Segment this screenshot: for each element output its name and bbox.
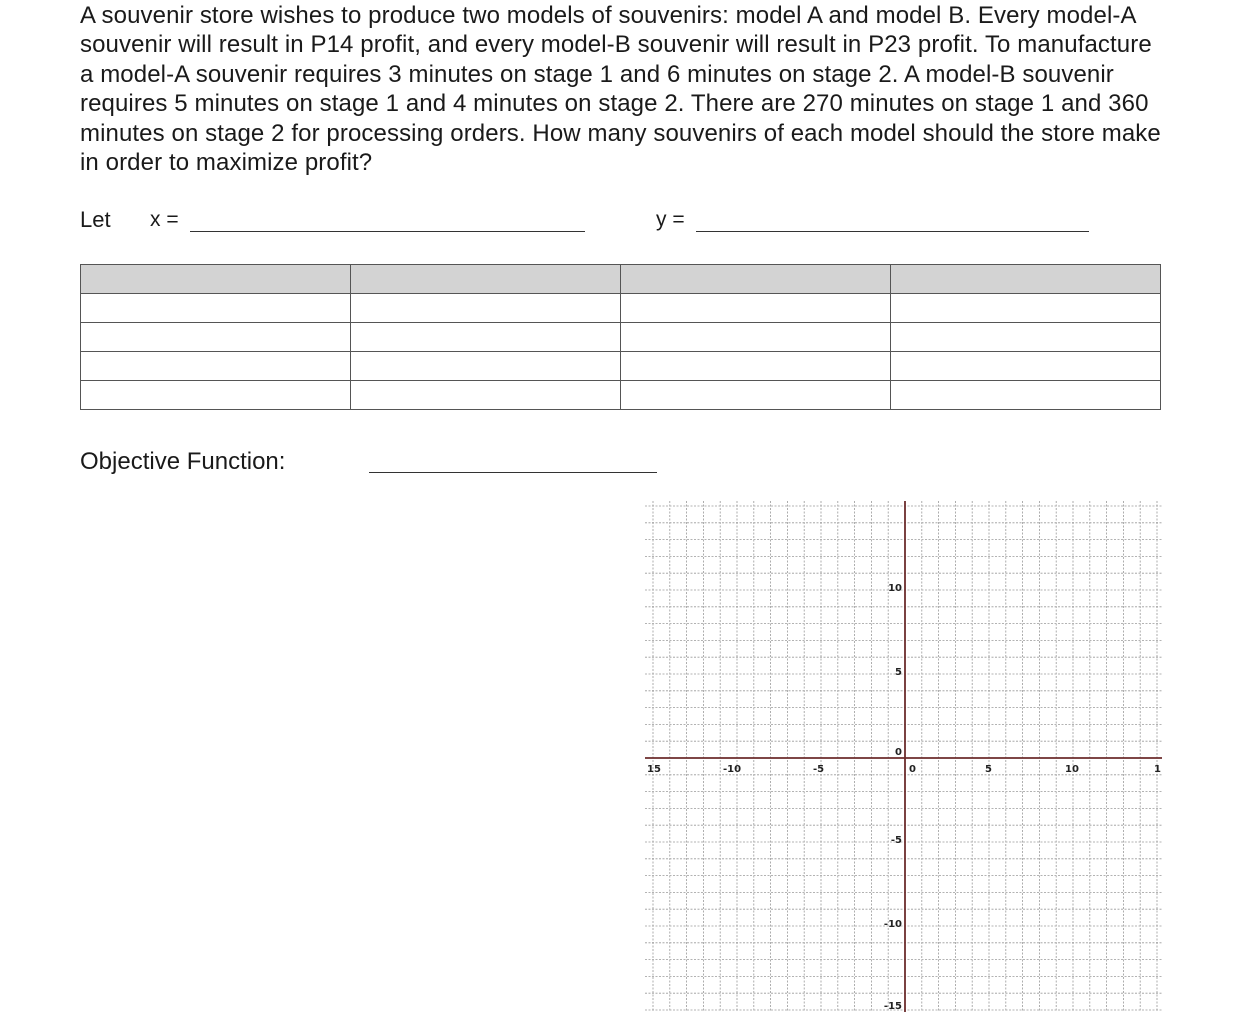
table-cell[interactable]	[351, 323, 621, 352]
x-definition-blank[interactable]	[190, 231, 585, 232]
table-cell[interactable]	[891, 294, 1161, 323]
constraints-table	[80, 264, 1161, 410]
y-tick-label: -5	[890, 835, 902, 846]
table-cell[interactable]	[891, 323, 1161, 352]
x-tick-label: -5	[813, 764, 825, 775]
x-tick-label: 1	[1154, 764, 1161, 775]
table-row	[81, 352, 1161, 381]
variable-definitions	[80, 207, 1090, 237]
let-label: Let	[80, 207, 111, 232]
table-cell[interactable]	[81, 381, 351, 410]
table-cell[interactable]	[891, 381, 1161, 410]
table-header-row	[81, 265, 1161, 294]
x-variable-label: x =	[150, 208, 179, 231]
table-cell[interactable]	[351, 352, 621, 381]
table-cell[interactable]	[351, 294, 621, 323]
y-tick-label: 10	[888, 583, 902, 594]
table-cell[interactable]	[621, 352, 891, 381]
coordinate-grid[interactable]	[645, 501, 1162, 1012]
y-tick-label: -15	[883, 1001, 902, 1012]
y-tick-label: 0	[895, 747, 902, 758]
y-variable-label: y =	[656, 208, 685, 231]
table-row	[81, 294, 1161, 323]
table-header-cell[interactable]	[621, 265, 891, 294]
table-cell[interactable]	[351, 381, 621, 410]
y-tick-label: 5	[895, 667, 902, 678]
table-cell[interactable]	[81, 323, 351, 352]
table-header-cell[interactable]	[351, 265, 621, 294]
objective-function-label: Objective Function:	[80, 448, 286, 475]
problem-statement: A souvenir store wishes to produce two models of souvenirs: model A and model B. Every model-A souvenir will result in P14 profit, and every model-B souvenir will result in P23 profit. To manufacture a model-A souvenir requires 3 minutes on stage 1 and 6 minutes on stage 2. A model-B souvenir requires 5 minutes on stage 1 and 4 minutes on stage 2. There are 270 minutes on stage 1 and 360 minutes on stage 2 for processing orders. How many souvenirs of each model should the store make in order to maximize profit?	[80, 2, 1161, 177]
table-header-cell[interactable]	[81, 265, 351, 294]
table-cell[interactable]	[621, 323, 891, 352]
table-header-cell[interactable]	[891, 265, 1161, 294]
objective-function-blank[interactable]	[369, 472, 657, 473]
y-tick-labels	[884, 583, 902, 1012]
table-cell[interactable]	[81, 294, 351, 323]
table-cell[interactable]	[81, 352, 351, 381]
y-tick-label: -10	[883, 919, 902, 930]
table-row	[81, 381, 1161, 410]
table-row	[81, 323, 1161, 352]
x-tick-label: 15	[647, 764, 661, 775]
y-definition-blank[interactable]	[696, 231, 1089, 232]
table-cell[interactable]	[891, 352, 1161, 381]
x-tick-label: 10	[1065, 764, 1079, 775]
table-cell[interactable]	[621, 294, 891, 323]
table-cell[interactable]	[621, 381, 891, 410]
grid-lines	[645, 501, 1162, 1012]
x-tick-label: 5	[985, 764, 992, 775]
x-tick-label: -10	[723, 764, 742, 775]
x-tick-label: 0	[909, 764, 916, 775]
x-tick-labels	[647, 764, 1161, 775]
coordinate-grid-svg	[645, 501, 1162, 1012]
